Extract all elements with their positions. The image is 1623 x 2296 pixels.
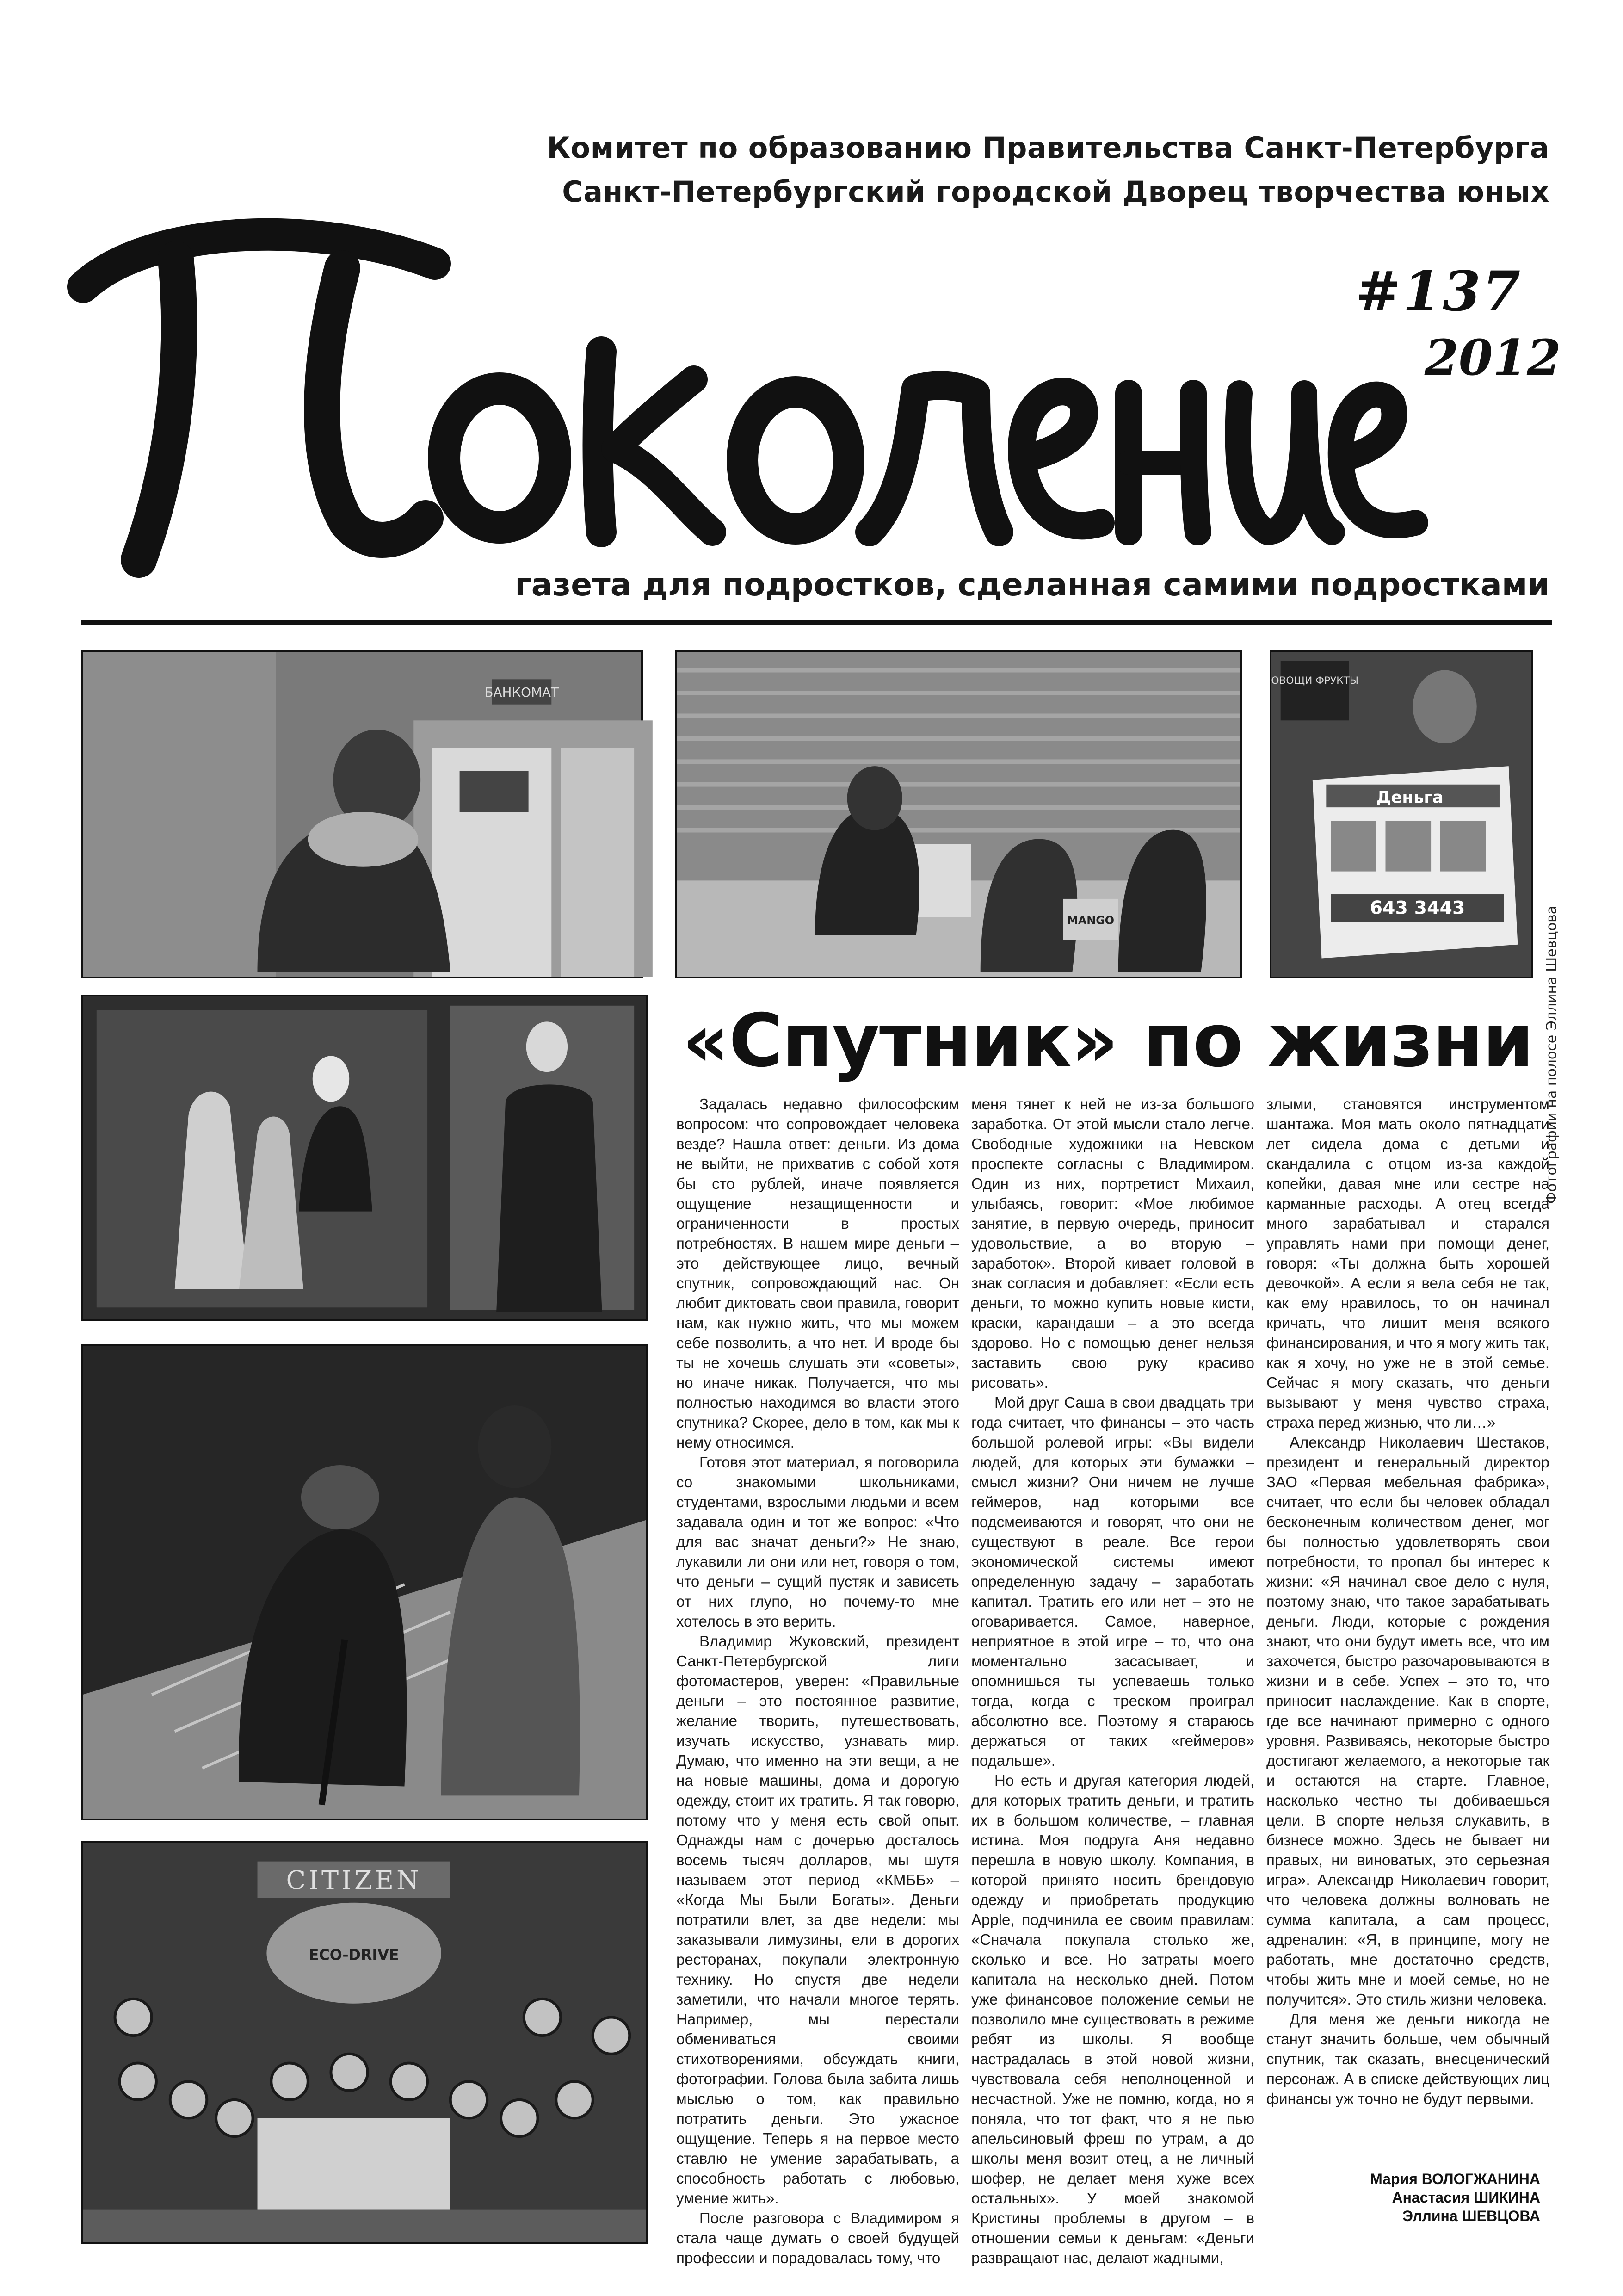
paragraph: После разговора с Владимиром я стала чаще думать о своей будущей профессии и порадовалась тому, что [676,2209,959,2266]
paragraph: Владимир Жуковский, президент Санкт-Петербургской лиги фотомастеров, уверен: «Правильные деньги – это постоянное развитие, желание творить, путешествовать, изучать искусство, узнавать мир. Думаю, что именно на эти вещи, а не на новые машины, дома и дорогую одежду, стоит их тратить. Я так говорю, потому что у меня есть свой опыт. Однажды нам с дочерью досталось восемь тысяч долларов, мы шутя называем этот период «КМББ» – «Когда Мы Были Богаты». Деньги потратили влет, за две недели: мы заказывали лимузины, ели в дорогих ресторанах, покупали электронную технику. Но спустя две недели заметили, что начали многое терять. Например, мы перестали обмениваться своими стихотворениями, обсуждать книги, фотографии. Голова была забита лишь мыслью о том, как правильно потратить деньги. Это ужасное ощущение. Теперь я на первое место ставлю не умение зарабатывать, а способность работать с любовью, умение жить». [676,1633,959,2207]
photo-watch-display [81,1841,648,2244]
issue-number: #137 [1355,259,1523,323]
article-column-1 [676,1094,959,2266]
paragraph: злыми, становятся инструментом шантажа. Моя мать около пятнадцати лет сидела дома с детьми и скандалила с отцом из-за каждой копейки, давая мне или сестре на карманные расходы. А отец всегда много зарабатывал и старался управлять нами при помощи денег, говоря: «Ты должна быть хорошей девочкой». А если я вела себя не так, как ему нравилось, то он начинал кричать, что лишит меня всякого финансирования, и что я могу жить так, как я хочу, но уже не в этой семье. Сейчас я могу сказать, что деньги вызывают у меня чувство страха, страха перед жизнью, что ли…» [1266,1095,1549,1431]
citizen-sub-text: ECO-DRIVE [309,1947,399,1964]
tagline: газета для подростков, сделанная самими подростками [515,567,1549,603]
masthead-logo [56,199,1425,583]
photo-sandwich-board [1270,650,1533,978]
paragraph: Задалась недавно философским вопросом: что сопровождает человека везде? Нашла ответ: деньги. Из дома не выйти, не прихватив с собой хотя бы сто рублей, иначе появляется ощущение незащищенности и ограниченности в простых потребностях. В нашем мире деньги – это действующее лицо, вечный спутник, сопровождающий нас. Он любит диктовать свои правила, говорит нам, как нужно жить, что мы можем себе позволить, а что нет. И вроде бы ты не хочешь слушать эти «советы», но иначе никак. Получается, что мы полностью находимся во власти этого спутника? Скорее, дело в том, как мы к нему относимся. [676,1095,959,1451]
author-name: Мария ВОЛОГЖАНИНА [1370,2171,1540,2187]
paragraph: Мой друг Саша в свои двадцать три года считает, что финансы – это часть большой ролевой игры: «Вы видели людей, для которых эти бумажки – смысл жизни? Они ничем не лучше геймеров, над которыми все подсмеиваются и говорят, что они не существуют в реале. Все герои экономической системы имеют определенную задачу – заработать капитал. Тратить его или нет – это не оговаривается. Самое, наверное, неприятное в этой игре – то, что она моментально засасывает, и опомнишься ты успеваешь только тогда, когда с треском проиграл абсолютно все. Поэтому я стараюсь держаться от таких «геймеров» подальше». [971,1394,1254,1769]
paragraph: меня тянет к ней не из-за большого заработка. От этой мысли стало легче. Свободные художники на Невском проспекте согласны с Владимиром. Один из них, портретист Михаил, улыбаясь, говорит: «Мое любимое занятие, в первую очередь, приносит удовольствие, а во вторую – заработок». Второй кивает головой в знак согласия и добавляет: «Если есть деньги, то можно купить новые кисти, краски, карандаши – а это всегда здорово. Но с помощью денег нельзя заставить свою руку красиво рисовать». [971,1095,1254,1391]
sandwich-board-phone: 643 3443 [1370,897,1465,919]
photo-atm [81,650,643,978]
header-rule [81,620,1552,625]
article-column-3 [1266,1094,1549,2255]
paragraph: Александр Николаевич Шестаков, президент и генеральный директор ЗАО «Первая мебельная фабрика», считает, что если бы человек обладал бесконечным количеством денег, мог бы полностью удовлетворять свои потребности, то пропал бы интерес к жизни: «Я начинал свое дело с нуля, поэтому знаю, что такое зарабатывать деньги. Люди, которые с рождения знают, что они будут иметь все, что им захочется, быстро разочаровываются в жизни и в себе. Успех – это то, что приносит наслаждение. Как в спорте, где все начинают примерно с одного уровня. Развиваясь, некоторые быстро достигают желаемого, а некоторые так и остаются на старте. Главное, насколько честно ты добиваешься цели. В спорте нельзя слукавить, в бизнесе можно. Здесь не бывает ни правых, ни виноватых, это серьезная игра». Александр Николаевич говорит, что человека должны волновать не сумма капитала, а сам процесс, адреналин: «Я, в принципе, могу не работать, мне достаточно средств, чтобы жить мне и моей семье, но не получится». Это стиль жизни человека. [1266,1434,1549,2008]
shop-sign-text: ОВОЩИ ФРУКТЫ [1271,675,1358,687]
paragraph: Готовя этот материал, я поговорила со знакомыми школьниками, студентами, взрослыми людьми и всем задавала один и тот же вопрос: «Что для вас значат деньги?» Не знаю, лукавили ли они или нет, говоря о том, что деньги – сущий пустяк и зависеть от них глупо, но почему-то мне хотелось в это верить. [676,1454,959,1630]
author-name: Анастасия ШИКИНА [1392,2189,1540,2206]
publisher-line-1: Комитет по образованию Правительства Санкт-Петербурга [547,131,1549,165]
article-headline: «Спутник» по жизни [682,998,1534,1083]
bag-text: MANGO [1067,914,1115,927]
publisher-line-2: Санкт-Петербургский городской Дворец творчества юных [562,175,1549,209]
photo-giving-money [81,1344,648,1820]
photo-shop-window [81,995,648,1321]
sandwich-board-brand: Деньга [1376,788,1444,807]
paragraph: Для меня же деньги никогда не станут значить больше, чем обычный спутник, так сказать, внесценический персонаж. А в списке действующих лиц финансы уж точно не будут первыми. [1266,2011,1549,2107]
photo-credit: Фотографии на полосе Эллина Шевцова [1543,905,1560,1204]
photo-street-vendors [675,650,1242,978]
author-name: Эллина ШЕВЦОВА [1402,2208,1540,2224]
article-authors [1266,2170,1540,2225]
bank-sign-text: БАНКОМАТ [484,684,559,700]
paragraph: Но есть и другая категория людей, для которых тратить деньги, и тратить их в большом количестве, – главная истина. Моя подруга Аня недавно перешла в новую школу. Компания, в которой принято носить брендовую одежду и приобретать продукцию Apple, подчинила ее своим правилам: «Сначала покупала столько же, сколько и все. Но затраты моего капитала на несколько дней. Потом уже финансовое положение семьи не позволило мне существовать в режиме ребят из школы. Я вообще настрадалась в этой новой жизни, чувствовала себя неполноценной и несчастной. Уже не помню, когда, но я поняла, что тот факт, что я не пью апельсиновый фреш по утрам, а до школы меня возит отец, а не личный шофер, не делает меня хуже всех остальных». У моей знакомой Кристины проблемы в другом – в отношении семьи к деньгам: «Деньги развращают нас, делают жадными, [971,1772,1254,2266]
issue-year: 2012 [1425,328,1561,386]
citizen-logo-text: CITIZEN [286,1865,422,1896]
article-column-2 [971,1094,1254,2266]
